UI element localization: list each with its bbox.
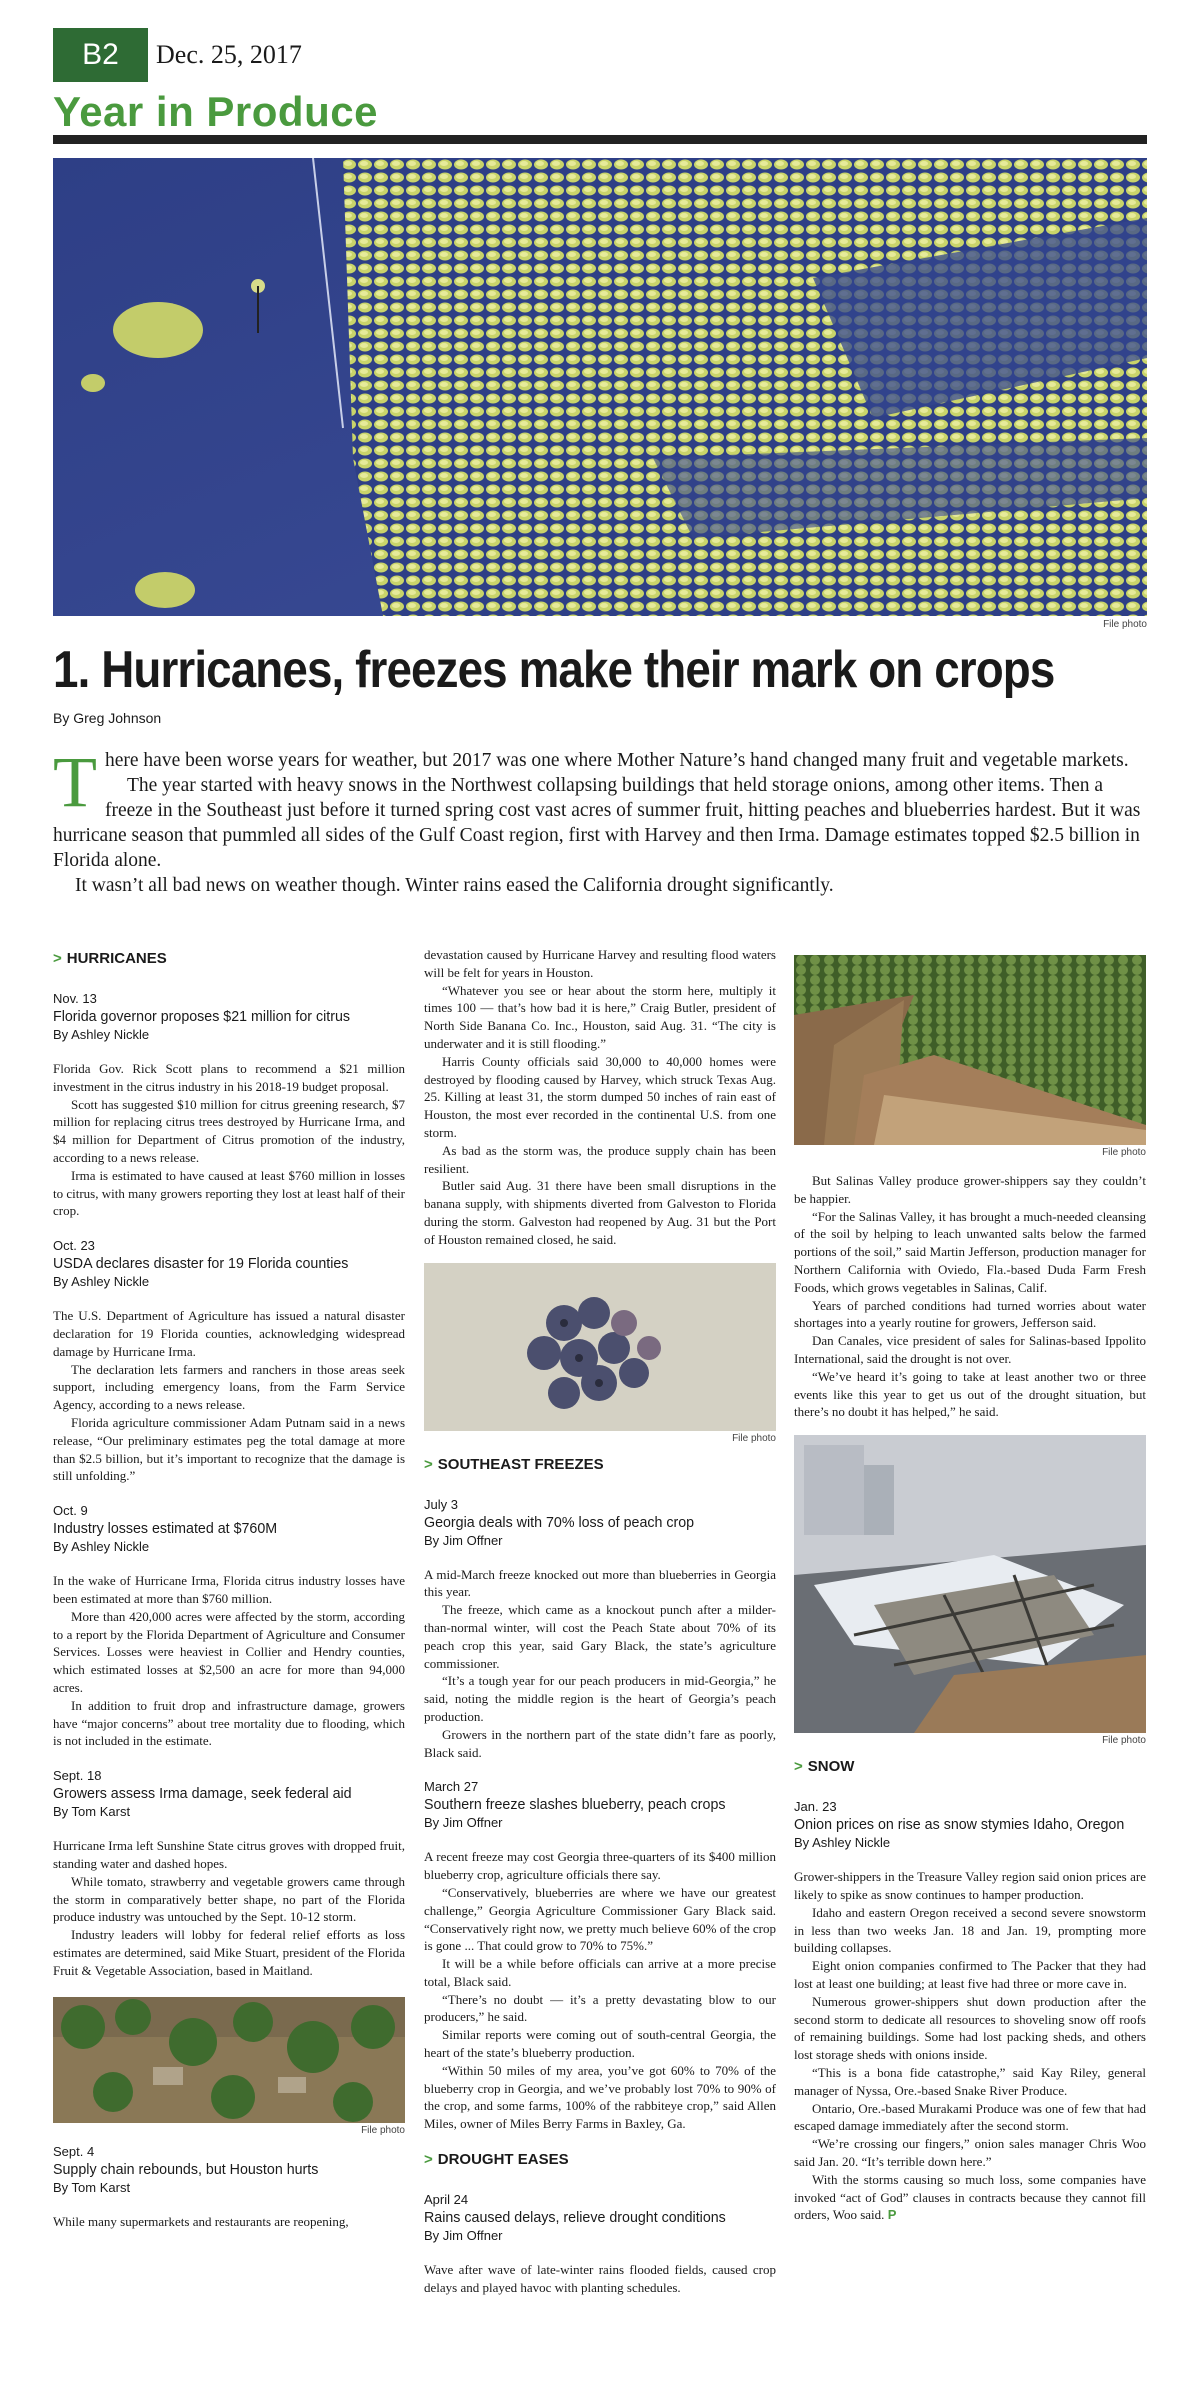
intro-paragraph-3: It wasn’t all bad news on weather though. Winter rains eased the California drought significantly.: [75, 875, 834, 896]
article-byline: By Jim Offner: [424, 1532, 503, 1548]
blueberry-cluster-illustration: [424, 1263, 776, 1431]
section-rule: [53, 135, 1147, 144]
article-florida-governor: [53, 991, 405, 1220]
issue-date: Dec. 25, 2017: [156, 40, 302, 69]
article-usda-disaster: [53, 1238, 405, 1485]
photo-flooded-field: [794, 955, 1146, 1145]
article-byline: By Ashley Nickle: [53, 1274, 150, 1290]
article-date: April 24: [424, 2192, 469, 2208]
collapsed-storage-illustration: [794, 1435, 1146, 1733]
article-date: Nov. 13: [53, 991, 97, 1006]
drop-cap: T: [53, 742, 97, 822]
article-headline: Rains caused delays, relieve drought conditions: [424, 2209, 726, 2227]
article-date: Sept. 18: [53, 1768, 102, 1784]
kicker-arrow-icon: >: [794, 1758, 803, 1776]
column-3: [794, 955, 1146, 2242]
article-rains-delays: [424, 2192, 776, 2297]
article-date: Jan. 23: [794, 1799, 837, 1815]
article-date: Sept. 4: [53, 2144, 95, 2160]
article-headline: Industry losses estimated at $760M: [53, 1520, 278, 1538]
article-headline: Supply chain rebounds, but Houston hurts: [53, 2161, 319, 2179]
page-number-badge: B2: [53, 28, 148, 82]
article-continuation: devastation caused by Hurricane Harvey and resulting flood waters will be felt for years in Houston. “Whatever you see or hear about the storm here, multiply it times 100 — that’s how bad it is here,” Craig Butler, president of North Side Banana Co. Inc., Houston, said Aug. 31. “The city is underwater and it is still flooding.” Harris County officials said 30,000 to 40,000 homes were destroyed by flooding caused by Harvey, which struck Texas Aug. 25. Killing at least 31, the storm dumped 50 inches of rain east of Houston, the most ever recorded in the continental U.S. from one storm. As bad as the storm was, the produce supply chain has been resilient. Butler said Aug. 31 there have been small disruptions in the banana supply, with shipments diverted from Galveston to Florida during the storm. Galveston had reopened by Aug. 31 but the Port of Houston remained closed, he said.: [424, 947, 776, 1247]
article-body: Grower-shippers in the Treasure Valley region said onion prices are likely to spike as snow continues to hamper production. Idaho and eastern Oregon received a second severe snowstorm in less than two weeks Jan. 18 and Jan. 19, prompting more building collapses. Eight onion companies confirmed to The Packer that they had lost at least one building; at least five had three or more cave in. Numerous grower-shippers shut down production after the second storm to dedicate all resources to shoveling snow off roofs of remaining buildings. Some had lost packing sheds, and others lost storage sheds with onions inside. “This is a bona fide catastrophe,” said Kay Riley, general manager of Nyssa, Ore.-based Snake River Produce. Ontario, Ore.-based Murakami Produce was one of few that had escaped damage immediately after the second storm. “We’re crossing our fingers,” onion sales manager Chris Woo said Jan. 20. “It’s terrible down here.” With the storms causing so much loss, some companies have invoked “act of God” clauses in contracts because they cannot fill orders, Woo said. P: [794, 1869, 1146, 2223]
article-byline: By Ashley Nickle: [53, 1027, 150, 1042]
article-onion-prices: [794, 1799, 1146, 2224]
kicker-arrow-icon: >: [53, 950, 62, 967]
kicker-drought-eases: > DROUGHT EASES: [424, 2151, 569, 2169]
main-byline: By Greg Johnson: [53, 710, 162, 726]
photo-collapsed-building: [794, 1435, 1146, 1733]
article-industry-losses: [53, 1503, 405, 1750]
intro-paragraph-2: The year started with heavy snows in the Northwest collapsing buildings that held storage onions, among other items. Then a freeze in the Southeast just before it turned spring cost vast acres of summer fruit, hitting peaches and blueberries hardest. But it was hurricane season that pummled all sides of the Gulf Coast region, first with Harvey and then Irma. Damage estimates topped $2.5 billion in Florida alone.: [53, 775, 1141, 871]
kicker-arrow-icon: >: [424, 1455, 433, 1473]
photo-blueberries: [424, 1263, 776, 1431]
article-byline: By Ashley Nickle: [53, 1539, 150, 1555]
article-headline: USDA declares disaster for 19 Florida counties: [53, 1255, 349, 1273]
article-body: A recent freeze may cost Georgia three-quarters of its $400 million blueberry crop, agriculture officials there say. “Conservatively, blueberries are where we have our greatest challenge,” Georgia Agriculture Commissioner Gary Black said. “Conservatively right now, we pretty much believe 60% of the crop is gone ... That could grow to 70% to 75%.” It will be a while before officials can arrive at a more precise total, Black said. “There’s no doubt — it’s a pretty devastating blow to our producers,” he said. Similar reports were coming out of south-central Georgia, the heart of the state’s blueberry production. “Within 50 miles of my area, you’ve got 60% to 70% of the blueberry crop in Georgia, and we’ve probably lost 70% to 90% of the crop, and some farms, 100% of the rabbiteye crop,” said Allen Miles, owner of Miles Berry Farms in Baxley, Ga.: [424, 1849, 776, 2132]
section-title: Year in Produce: [53, 88, 378, 135]
flooded-field-illustration: [794, 955, 1146, 1145]
article-body: In the wake of Hurricane Irma, Florida citrus industry losses have been estimated at more than $760 million. More than 420,000 acres were affected by the storm, according to a report by the Florida Department of Agriculture and Consumer Services. Losses were heaviest in Collier and Hendry counties, which estimated losses at $2,500 an acre for more than 94,000 acres. In addition to fruit drop and infrastructure damage, growers have “major concerns” about tree mortality due to flooding, which is not included in the estimate.: [53, 1573, 405, 1749]
article-headline: Georgia deals with 70% loss of peach crop: [424, 1513, 695, 1531]
article-body: The U.S. Department of Agriculture has issued a natural disaster declaration for 19 Florida counties, acknowledging widespread damage by Hurricane Irma. The declaration lets farmers and ranchers in those areas seek support, including emergency loans, from the Farm Service Agency, according to a news release. Florida agriculture commissioner Adam Putnam said in a news release, “Our preliminary estimates peg the total damage at more than $2.5 billion, but it’s important to recognize that the damage is still unfolding.”: [53, 1308, 405, 1484]
article-continuation: But Salinas Valley produce grower-shippers say they couldn’t be happier. “For the Salinas Valley, it has brought a much-needed cleansing of the soil by helping to leach unwanted salts below the farmed portions of the soil,” said Martin Jefferson, production manager for Northern California with Oviedo, Fla.-based Duda Farm Fresh Foods, which grows vegetables in Salinas, Calif. Years of parched conditions had turned worries about water shortages into a yearly routine for growers, Jefferson said. Dan Canales, vice president of sales for Salinas-based Ippolito International, said the drought is not over. “We’ve heard it’s going to take at least another two or three events like this year to get us out of the drought situation, but there’s no doubt it has helped,” he said.: [794, 1173, 1146, 1420]
article-southern-freeze: [424, 1779, 776, 2133]
photo-credit: File photo: [361, 2125, 405, 2137]
photo-credit: File photo: [1102, 1735, 1146, 1747]
article-byline: By Tom Karst: [53, 2180, 131, 2196]
masthead: [53, 28, 302, 82]
article-byline: By Ashley Nickle: [794, 1835, 891, 1851]
article-date: Oct. 23: [53, 1238, 95, 1254]
article-georgia-peach: [424, 1497, 776, 1762]
photo-flooded-houston: [53, 1997, 405, 2123]
article-headline: Onion prices on rise as snow stymies Idaho, Oregon: [794, 1816, 1125, 1834]
article-headline: Florida governor proposes $21 million for citrus: [53, 1008, 351, 1025]
kicker-arrow-icon: >: [424, 2151, 433, 2169]
hero-photo-flooded-grove: [53, 158, 1147, 616]
article-byline: By Tom Karst: [53, 1804, 131, 1820]
hero-photo-credit: File photo: [1103, 619, 1147, 630]
article-body: Florida Gov. Rick Scott plans to recommend a $21 million investment in the citrus industry in his 2018-19 budget proposal. Scott has suggested $10 million for citrus greening research, $7 million for replacing citrus trees destroyed by Hurricane Irma, and $4 million for Department of Citrus promotion of the industry, according to a news release. Irma is estimated to have caused at least $760 million in losses to citrus, with many growers reporting they lost at least half of their crop.: [53, 1061, 405, 1219]
article-date: July 3: [424, 1496, 458, 1512]
article-date: March 27: [424, 1779, 479, 1795]
photo-credit: File photo: [732, 1432, 776, 1444]
flooded-neighborhood-illustration: [53, 1997, 405, 2123]
end-mark-icon: P: [887, 2207, 897, 2223]
kicker-hurricanes: > HURRICANES: [53, 950, 167, 967]
article-byline: By Jim Offner: [424, 1815, 503, 1831]
kicker-southeast-freezes: > SOUTHEAST FREEZES: [424, 1455, 604, 1473]
article-headline: Southern freeze slashes blueberry, peach crops: [424, 1796, 726, 1814]
intro-paragraph-1: There have been worse years for weather, but 2017 was one where Mother Nature’s hand changed many fruit and vegetable markets.: [53, 742, 1129, 822]
photo-credit: File photo: [1102, 1147, 1146, 1158]
article-body: A mid-March freeze knocked out more than blueberries in Georgia this year. The freeze, which came as a knockout punch after a milder-than-normal winter, will cost the Peach State about 70% of its peach crop this year, said Gary Black, the state’s agriculture commissioner. “It’s a tough year for our peach producers in mid-Georgia,” he said, noting the middle region is the heart of Georgia’s peach production. Growers in the northern part of the state didn’t fare as poorly, Black said.: [424, 1566, 776, 1760]
hero-photo-illustration: [53, 158, 1147, 616]
article-headline: Growers assess Irma damage, seek federal aid: [53, 1785, 352, 1803]
article-date: Oct. 9: [53, 1503, 88, 1519]
kicker-snow: > SNOW: [794, 1758, 855, 1776]
main-headline: 1. Hurricanes, freezes make their mark on crops: [53, 641, 1055, 699]
column-2: [424, 946, 776, 2315]
newspaper-page: [53, 0, 1147, 2400]
intro-text: [53, 742, 1147, 898]
article-body: Wave after wave of late-winter rains flooded fields, caused crop delays and played havoc with planting schedules.: [424, 2262, 776, 2295]
article-growers-assess: [53, 1768, 405, 1979]
article-supply-chain: [53, 2144, 405, 2231]
article-byline: By Jim Offner: [424, 2228, 503, 2244]
column-1: [53, 950, 405, 2249]
article-body: Hurricane Irma left Sunshine State citrus groves with dropped fruit, standing water and dashed hopes. While tomato, strawberry and vegetable growers came through the storm in comparatively better shape, no part of the Florida produce industry was untouched by the Sept. 10-12 storm. Industry leaders will lobby for federal relief efforts as loss estimates are determined, said Mike Stuart, president of the Florida Fruit & Vegetable Association, based in Maitland.: [53, 1838, 405, 1978]
article-body: While many supermarkets and restaurants are reopening,: [53, 2214, 349, 2230]
